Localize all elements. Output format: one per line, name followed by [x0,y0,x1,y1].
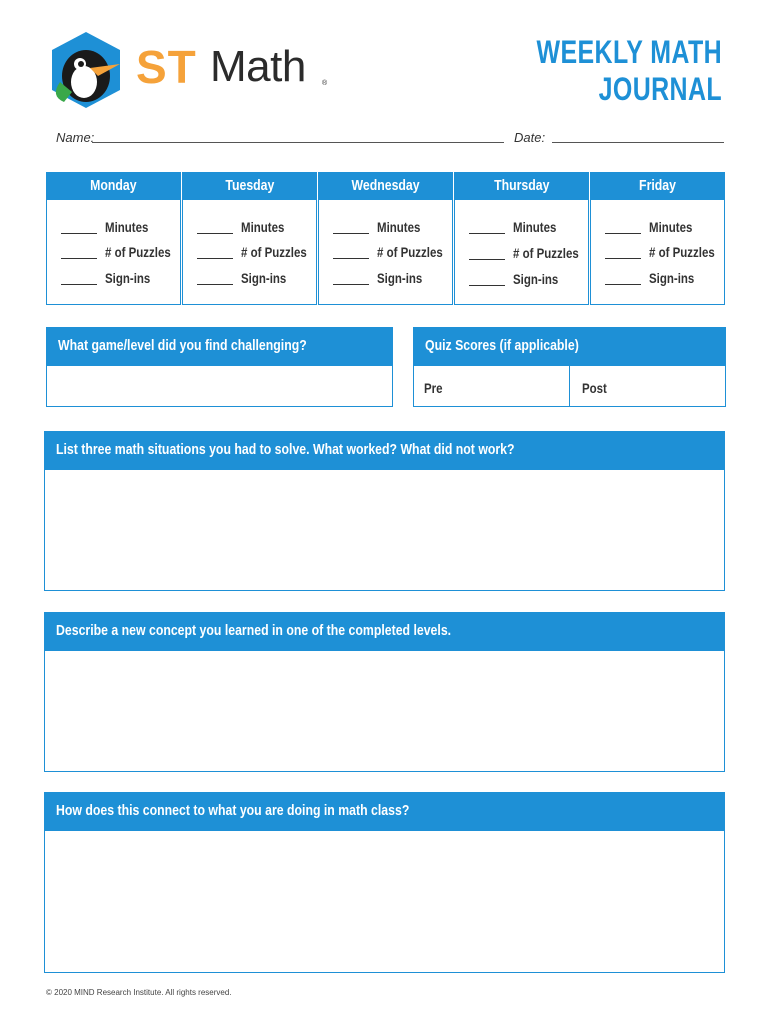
signins-label: Sign-ins [105,270,151,286]
signins-blank[interactable] [61,284,97,285]
minutes-blank[interactable] [605,233,641,234]
puzzles-blank[interactable] [605,258,641,259]
minutes-label: Minutes [513,219,557,235]
day-header-friday: Friday [590,172,725,199]
puzzles-label: # of Puzzles [649,244,715,260]
puzzles-blank[interactable] [333,258,369,259]
puzzles-label: # of Puzzles [241,244,307,260]
minutes-label: Minutes [377,219,421,235]
day-box-friday [590,199,725,305]
math-class-connection-answer-box[interactable] [44,830,725,973]
quiz-scores-header: Quiz Scores (if applicable) [413,327,726,365]
st-math-penguin-logo-icon [46,30,126,110]
minutes-blank[interactable] [333,233,369,234]
new-concept-answer-box[interactable] [44,650,725,772]
copyright-footer: © 2020 MIND Research Institute. All rights reserved. [46,988,232,997]
signins-label: Sign-ins [241,270,287,286]
puzzles-blank[interactable] [61,258,97,259]
day-box-tuesday [182,199,317,305]
day-box-wednesday [318,199,453,305]
new-concept-header: Describe a new concept you learned in one of the completed levels. [44,612,725,650]
challenge-answer-box[interactable] [46,365,393,407]
minutes-blank[interactable] [197,233,233,234]
logo-math-text: Math [210,42,306,91]
day-header-wednesday: Wednesday [318,172,453,199]
logo-st-text: ST [136,41,197,93]
signins-blank[interactable] [333,284,369,285]
name-label: Name: [56,130,95,145]
quiz-post-label: Post [582,380,607,396]
day-box-monday [46,199,181,305]
situations-header: List three math situations you had to solve. What worked? What did not work? [44,431,725,469]
math-class-connection-header: How does this connect to what you are doing in math class? [44,792,725,830]
puzzles-label: # of Puzzles [105,244,171,260]
minutes-blank[interactable] [61,233,97,234]
quiz-pre-label: Pre [424,380,443,396]
page-title: WEEKLY MATH JOURNAL [536,34,722,107]
signins-blank[interactable] [197,284,233,285]
date-field[interactable] [552,142,724,143]
signins-blank[interactable] [605,284,641,285]
quiz-post-box[interactable] [569,365,726,407]
name-field[interactable] [92,142,504,143]
day-box-thursday [454,199,589,305]
minutes-label: Minutes [649,219,693,235]
minutes-label: Minutes [241,219,285,235]
day-header-tuesday: Tuesday [182,172,317,199]
challenge-header: What game/level did you find challenging? [46,327,393,365]
date-label: Date: [514,130,546,145]
signins-label: Sign-ins [513,271,559,287]
day-header-monday: Monday [46,172,181,199]
puzzles-label: # of Puzzles [513,245,579,261]
logo-registered-mark: ® [322,80,328,87]
puzzles-label: # of Puzzles [377,244,443,260]
puzzles-blank[interactable] [469,259,505,260]
signins-label: Sign-ins [377,270,423,286]
minutes-blank[interactable] [469,233,505,234]
minutes-label: Minutes [105,219,149,235]
puzzles-blank[interactable] [197,258,233,259]
signins-blank[interactable] [469,285,505,286]
quiz-pre-box[interactable] [413,365,570,407]
day-header-thursday: Thursday [454,172,589,199]
signins-label: Sign-ins [649,270,695,286]
situations-answer-box[interactable] [44,469,725,591]
